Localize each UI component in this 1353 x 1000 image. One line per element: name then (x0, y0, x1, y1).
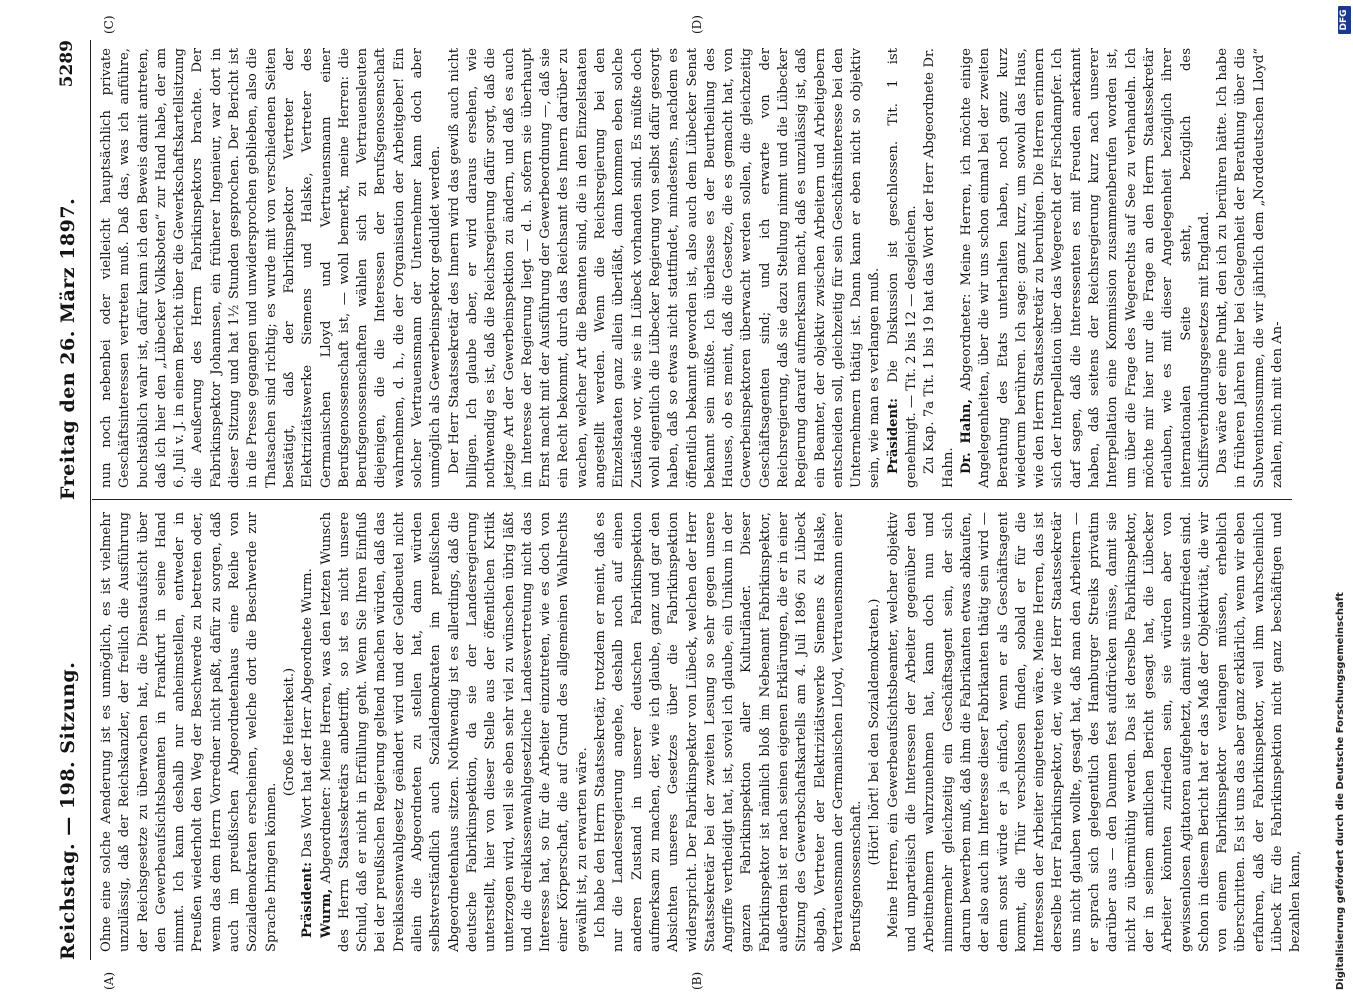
paragraph-text: Meine Herren, ein Gewerbeaufsichtsbeamter, welcher objektiv und unparteiisch die Interessen der Arbeiter gegenüber den Arbeitnehmern wahrzunehmen hat, kann doch nun und nimmermehr gleichzeitig ein Geschäftsagent sein, der sich darum bewerben muß, daß ihm die Fabrikanten etwas abkaufen, der also auch im Interesse dieser Fabrikanten thätig sein wird — denn sonst würde er ja einfach, wenn er als Geschäftsagent kommt, die Thür verschlossen finden, sobald er für die Interessen der Arbeiter eingetreten wäre. Meine Herren, das ist derselbe Herr Fabrikinspektor, der, wie der Herr Staatssekretär uns nicht glauben wollte, gesagt hat, daß man den Arbeitern — er sprach sich gelegentlich des Hamburger Streiks privatim darüber aus — den Daumen fest aufdrücken müsse, damit sie nicht zu übermüthig werden. Das ist derselbe Fabrikinspektor, der in seinem amtlichen Bericht gesagt hat, die Lübecker Arbeiter könnten zufrieden sein, sie würden aber von gewissenlosen Agitatoren aufgehetzt, damit sie unzufrieden sind. Schon in diesem Bericht hat er das Maß der Objektivität, die wir von einem Fabrikinspektor verlangen müssen, erheblich überschritten. Es ist uns das aber ganz erklärlich, wenn wir eben erfahren, daß der Fabrikinspektor, weil ihm wahrscheinlich Lübeck für die Fabrikinspektion nicht ganz beschäftigen und bezahlen kann, (885, 512, 1304, 952)
paragraph (98, 48, 446, 488)
running-header (55, 40, 89, 960)
paragraph (885, 512, 1306, 952)
paragraph (866, 512, 884, 952)
margin-marker-b: (B) (690, 971, 704, 990)
header-rule (90, 40, 91, 960)
paragraph (592, 512, 866, 952)
header-date: Freitag den 26. März 1897. (57, 197, 79, 500)
margin-marker-d: (D) (690, 15, 704, 34)
paragraph-text: Die Diskussion ist geschlossen. Tit. 1 ist genehmigt. — Tit. 2 bis 12 — desgleichen. (885, 48, 920, 488)
speaker-name: Dr. Hahn, (958, 398, 974, 474)
page-number: 5289 (57, 40, 77, 88)
paragraph-text: Abgeordneter: Meine Herren, was den letzten Wunsch des Herrn Staatssekretärs anbetrifft, so ist es nicht unsere Schuld, daß er nicht in Erfüllung geht. Wenn Sie Ihren Einfluß bei der preußischen Regierung geltend machen würden, daß das Dreiklassenwahlgesetz geändert wird und der Geldbeutel nicht allein die Abgeordneten zu stellen hat, dann würden selbstverständlich auch Sozialdemokraten im preußischen Abgeordnetenhaus sitzen. Nothwendig ist es allerdings, daß die deutsche Fabrikinspektion, da sie der Landesregierung unterstellt, hier von dieser Stelle aus der öffentlichen Kritik unterzogen wird, weil sie eben sehr viel zu wünschen übrig läßt und die dreiklassenwahlgesetzliche Landesvertretung nicht das Interesse hat, so für die Arbeiter einzutreten, wie es doch von einer Körperschaft, die auf Grund des allgemeinen Wahlrechts gewählt ist, zu erwarten wäre. (318, 512, 590, 952)
paragraph-text: Ich habe den Herrn Staatssekretär, trotzdem er meint, daß es nur die Landesregierung angehe, deshalb noch auf einen anderen Zustand in unserer deutschen Fabrikinspektion aufmerksam zu machen, der, wie ich glaube, ganz und gar den Absichten unseres Gesetzes über die Fabrikinspektion widerspricht. Der Fabrikinspektor von Lübeck, welchen der Herr Staatssekretär bei der zweiten Lesung so sehr gegen unsere Angriffe vertheidigt hat, ist, soviel ich glaube, ein Unikum in der ganzen Fabrikinspektion aller Kulturländer. Dieser Fabrikinspektor ist nämlich bloß im Nebenamt Fabrikinspektor, außerdem ist er nach seinen eigenen Erklärungen, die er in einer Sitzung des Gewerbschaftskartells am 4. Juli 1896 zu Lübeck abgab, Vertreter der Elektrizitätswerke Siemens & Halske, Vertrauensmann der Germanischen Lloyd, Vertrauensmann einer Berufsgenossenschaft. (593, 512, 865, 952)
paragraph (885, 48, 922, 488)
paragraph-text: Das wäre der eine Punkt, den ich zu berühren hätte. Ich habe in früheren Jahren hier bei Gelegenheit der Berathung über die Subventionssumme, die wir jährlich dem „Norddeutschen Lloyd“ zahlen, mich mit den An- (1215, 48, 1285, 488)
right-column (98, 48, 1288, 488)
paragraph (281, 512, 299, 952)
margin-marker-c: (C) (102, 15, 116, 34)
paragraph-text: Abgeordneter: Meine Herren, ich möchte einige Angelegenheiten, über die wir uns schon einmal bei der zweiten Berathung des Etats unterhalten haben, noch ganz kurz wiederum berühren. Ich sage: ganz kurz, um sowohl das Haus, wie den Herrn Staatssekretär zu beruhigen. Die Herren erinnern sich der Interpellation über das Wegerecht der Fischdampfer. Ich darf sagen, daß die Interessenten es mit Freuden anerkannt haben, daß seitens der Reichsregierung kurz nach unserer Interpellation eine Kommission zusammenberufen worden ist, um über die Frage des Wegerechts auf See zu verhandeln. Ich möchte mir hier nur die Frage an den Herrn Staatssekretär erlauben, wie es mit dieser Angelegenheit bezüglich ihrer internationalen Seite steht, bezüglich des Schiffsverbindungsgesetzes mit England. (958, 48, 1212, 488)
speaker-name: Wurm, (318, 888, 334, 938)
paragraph (1214, 48, 1287, 488)
speaker-name: Präsident: (300, 861, 316, 938)
digitization-note-text: Digitalisierung gefördert durch die Deutsche Forschungsgemeinschaft (1335, 592, 1346, 990)
paragraph-text: Das Wort hat der Herr Abgeordnete Wurm. (300, 568, 316, 862)
header-left-title: Reichstag. — 198. Sitzung. (57, 661, 79, 960)
column-divider (92, 499, 1292, 500)
paragraph-text: nun noch nebenbei oder vielleicht hauptsächlich private Geschäftsinteressen vertreten muß. Daß das, was ich anführe, buchstäblich wahr ist, dafür kann ich den Beweis damit antreten, daß ich hier den „Lübecker Volksboten“ zur Hand habe, der am 6. Juli v. J. in einem Bericht über die Gewerkschaftskartellsitzung die Aeußerung des Herrn Fabrikinspektors brachte. Der Fabrikinspektor Johannsen, ein früherer Ingenieur, war dort in dieser Sitzung und hat 1½ Stunden gesprochen. Der Bericht ist in die Presse gegangen und unwidersprochen geblieben, also die Thatsachen sind richtig; es wurde mit von verschiedenen Seiten bestätigt, daß der Fabrikinspektor Vertreter der Elektrizitätswerke Siemens und Halske, Vertreter des Germanischen Lloyd und Vertrauensmann einer Berufsgenossenschaft ist, — wohl bemerkt, meine Herren: die Berufsgenossenschaften wählen sich zu Vertrauensleuten diejenigen, die die Interessen der Berufsgenossenschaft wahrnehmen, d. h., die der Organisation der Arbeitgeber! Ein solcher Vertrauensmann der Unternehmer kann doch aber unmöglich als Gewerbeinspektor geduldet werden. (99, 48, 444, 488)
paragraph (921, 48, 958, 488)
paragraph-text: Ohne eine solche Aenderung ist es unmöglich, es ist vielmehr unzulässig, daß der Reichskanzler, der freilich die Ausführung der Reichsgesetze zu überwachen hat, die Dienstaufsicht über den Gewerbeaufsichtsbeamten in Frankfurt in seine Hand nimmt. Ich kann deshalb nur anheimstellen, entweder in Preußen wiederholt den Weg der Beschwerde zu betreten oder, wenn das dem Herrn Vorredner nicht paßt, dafür zu sorgen, daß auch im preußischen Abgeordnetenhaus eine Reihe von Sozialdemokraten erscheinen, welche dort die Beschwerde zur Sprache bringen können. (99, 512, 279, 952)
paragraph-text: (Große Heiterkeit.) (281, 667, 297, 797)
paragraph-text: Der Herr Staatssekretär des Innern wird das gewiß auch nicht billigen. Ich glaube aber, er wird daraus ersehen, wie nothwendig es ist, daß die Reichsregierung dafür sorgt, daß die jetzige Art der Gewerbeinspektion zu ändern, und daß es auch im Interesse der Regierung liegt — d. h. sofern sie überhaupt Ernst macht mit der Ausführung der Gewerbeordnung —, daß sie ein Recht bekommt, durch das Reichsamt des Innern darüber zu wachen, welcher Art die Beamten sind, die in den Einzelstaaten angestellt werden. Wenn die Reichsregierung bei den Einzelstaaten ganz allein überläßt, dann kommen eben solche Zustände vor, wie sie in Lübeck vorhanden sind. Es müßte doch wohl eigentlich die Lübecker Regierung von selbst dafür gesorgt haben, daß so etwas nicht stattfindet, mindestens, nachdem es öffentlich bekannt geworden ist, also auch dem Lübecker Senat bekannt sein müßte. Ich überlasse es der Beurtheilung des Hauses, ob es meint, daß die Gesetze, die es gemacht hat, von Gewerbeinspektoren überwacht werden sollen, die gleichzeitig Geschäftsagenten sind; und ich erwarte von der Reichsregierung, daß sie dazu Stellung nimmt und die Lübecker Regierung darauf aufmerksam macht, daß es unzulässig ist, daß ein Beamter, der objektiv zwischen Arbeitern und Arbeitgebern entscheiden soll, gleichzeitig für sein Geschäftsinteresse bei den Unternehmern thätig ist. Dann kann er eben nicht so objektiv sein, wie man es verlangen muß. (446, 48, 883, 488)
left-column (98, 512, 1304, 952)
paragraph (299, 512, 317, 952)
paragraph-text: Zu Kap. 7a Tit. 1 bis 19 hat das Wort der Herr Abgeordnete Dr. Hahn. (922, 48, 956, 488)
digitization-note (1335, 10, 1351, 990)
paragraph-text: (Hört! hört! bei den Sozialdemokraten.) (867, 598, 883, 866)
dfg-logo-text: DFG (1339, 9, 1349, 31)
speaker-name: Präsident: (885, 397, 901, 474)
paragraph (318, 512, 592, 952)
paragraph (98, 512, 281, 952)
paragraph (446, 48, 885, 488)
margin-marker-a: (A) (102, 971, 116, 990)
paragraph (958, 48, 1214, 488)
